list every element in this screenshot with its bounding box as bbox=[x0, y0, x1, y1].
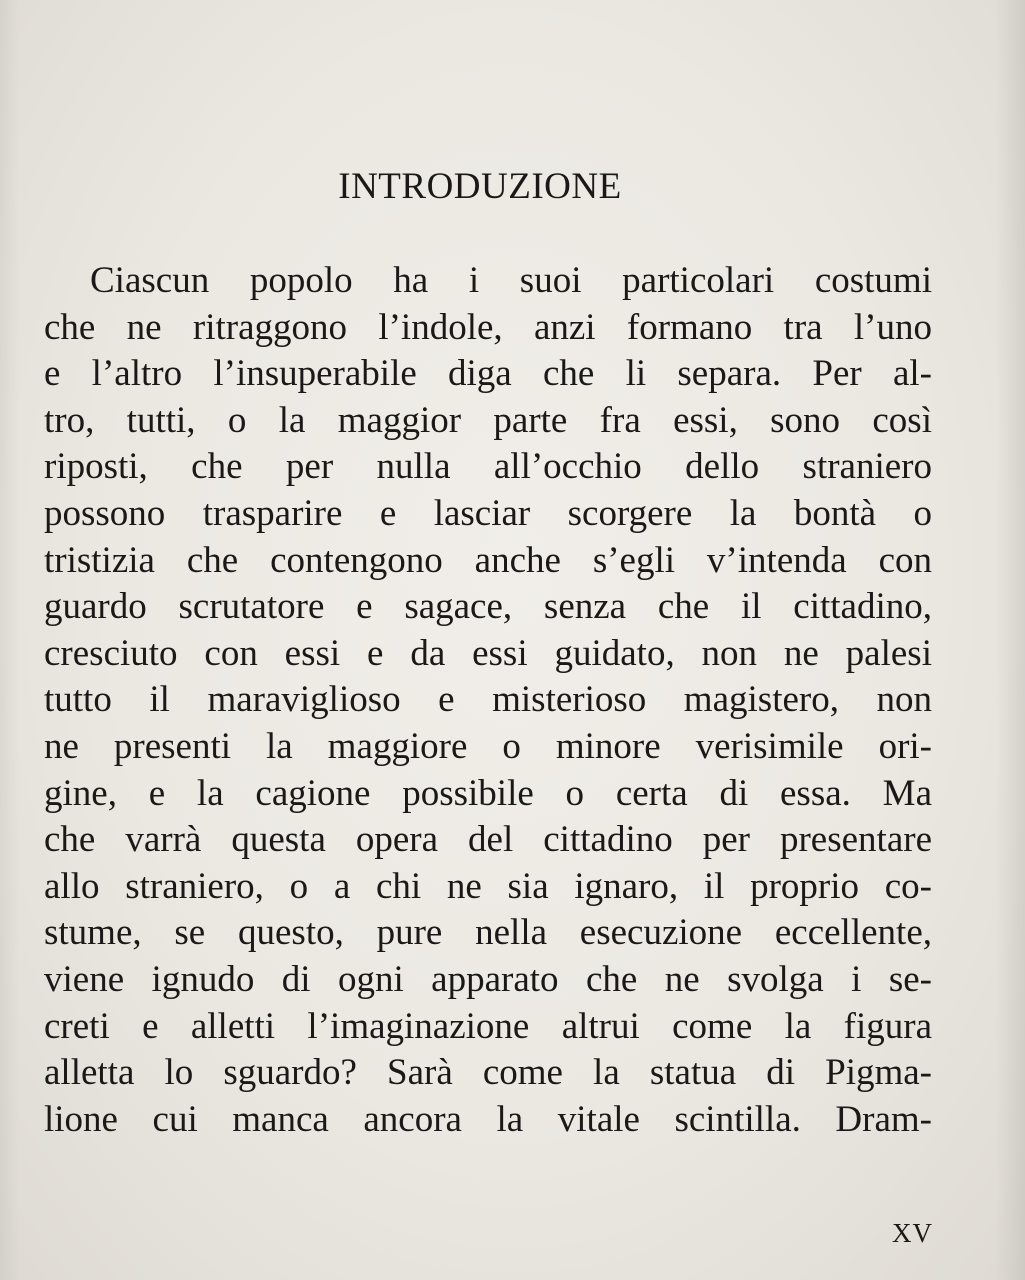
text-line: possono trasparire e lasciar scorgere la bontà o bbox=[44, 492, 932, 534]
text-line: allo straniero, o a chi ne sia ignaro, il proprio co- bbox=[44, 865, 932, 907]
text-line: cresciuto con essi e da essi guidato, non ne palesi bbox=[44, 632, 932, 674]
text-line: tutto il maraviglioso e misterioso magistero, non bbox=[44, 679, 932, 721]
text-line: viene ignudo di ogni apparato che ne svolga i se- bbox=[44, 958, 932, 1000]
text-line: ne presenti la maggiore o minore verisimile ori- bbox=[44, 725, 932, 767]
text-line: gine, e la cagione possibile o certa di essa. Ma bbox=[44, 772, 932, 814]
text-line: riposti, che per nulla all’occhio dello straniero bbox=[44, 446, 932, 488]
body-paragraph bbox=[44, 258, 932, 1143]
spine-shadow bbox=[995, 0, 1025, 1280]
text-line: creti e alletti l’imaginazione altrui come la figura bbox=[44, 1005, 932, 1047]
text-line: che ne ritraggono l’indole, anzi formano tra l’uno bbox=[44, 306, 932, 348]
page-number: XV bbox=[892, 1218, 933, 1248]
text-line: stume, se questo, pure nella esecuzione eccellente, bbox=[44, 912, 932, 954]
text-line: tristizia che contengono anche s’egli v’intenda con bbox=[44, 539, 932, 581]
chapter-title: INTRODUZIONE bbox=[338, 165, 622, 207]
text-line: guardo scrutatore e sagace, senza che il cittadino, bbox=[44, 586, 932, 628]
text-line: tro, tutti, o la maggior parte fra essi, sono così bbox=[44, 399, 932, 441]
text-line: alletta lo sguardo? Sarà come la statua di Pigma- bbox=[44, 1052, 932, 1094]
text-line: Ciascun popolo ha i suoi particolari costumi bbox=[90, 260, 932, 301]
text-line: che varrà questa opera del cittadino per presentare bbox=[44, 819, 932, 861]
text-line: e l’altro l’insuperabile diga che li separa. Per al- bbox=[44, 353, 932, 395]
text-line: lione cui manca ancora la vitale scintilla. Dram- bbox=[44, 1098, 932, 1140]
